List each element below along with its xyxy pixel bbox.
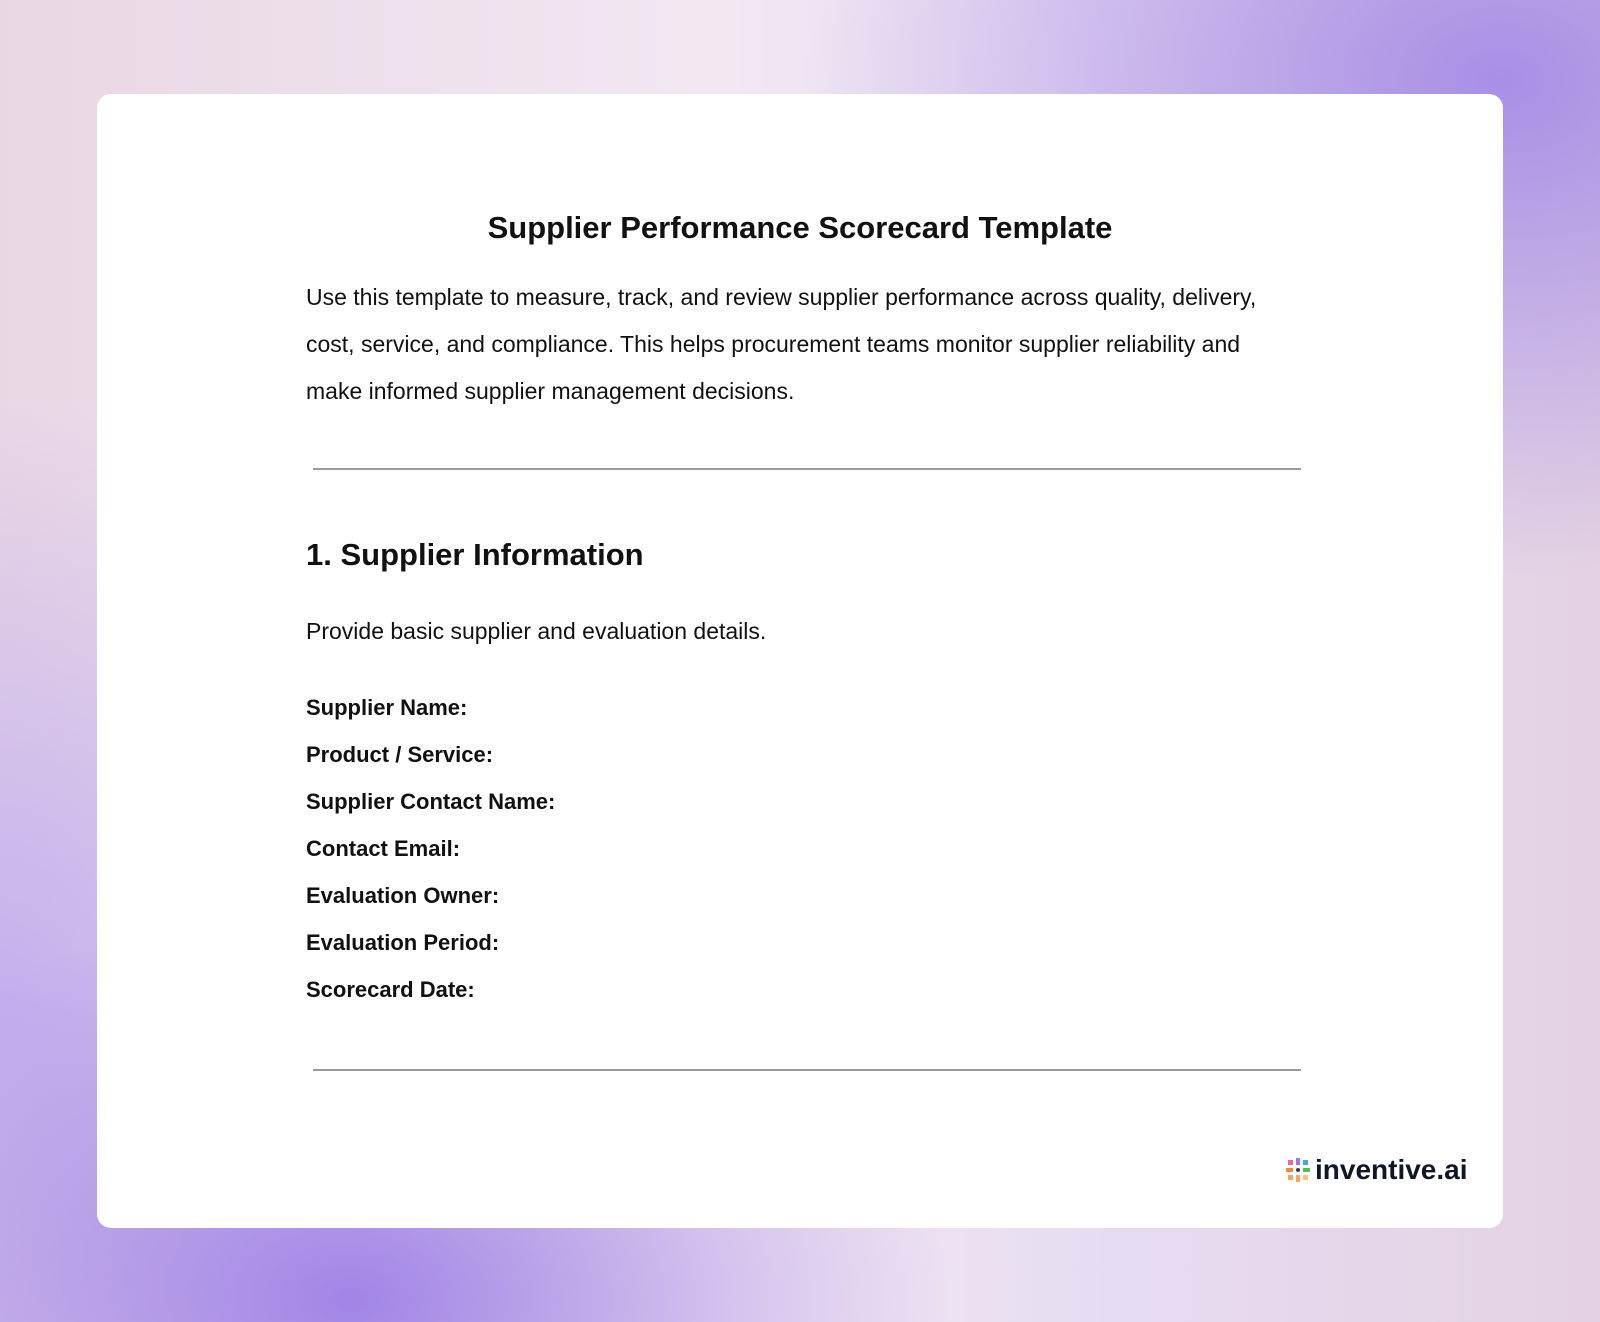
page-title: Supplier Performance Scorecard Template — [487, 210, 1113, 245]
divider — [313, 468, 1301, 470]
field-scorecard-date: Scorecard Date: — [306, 977, 475, 1002]
field-contact-name: Supplier Contact Name: — [306, 789, 556, 814]
document-card — [97, 94, 1503, 1228]
logo-burst-icon — [1285, 1157, 1311, 1183]
field-product-service: Product / Service: — [306, 742, 494, 767]
field-contact-email: Contact Email: — [306, 836, 461, 861]
field-list — [306, 684, 555, 1013]
field-evaluation-owner: Evaluation Owner: — [306, 883, 500, 908]
divider — [313, 1069, 1301, 1071]
logo-text: inventive.ai — [1315, 1154, 1468, 1185]
section-heading: 1. Supplier Information — [306, 537, 644, 572]
intro-paragraph: Use this template to measure, track, and review supplier performance across quality, delivery, cost, service, and compliance. This helps procurement teams monitor supplier reliability and make informed supplier management decisions. — [306, 284, 1257, 404]
field-supplier-name: Supplier Name: — [306, 695, 468, 720]
logo — [1285, 1154, 1468, 1186]
section-description: Provide basic supplier and evaluation details. — [306, 618, 767, 644]
field-evaluation-period: Evaluation Period: — [306, 930, 500, 955]
